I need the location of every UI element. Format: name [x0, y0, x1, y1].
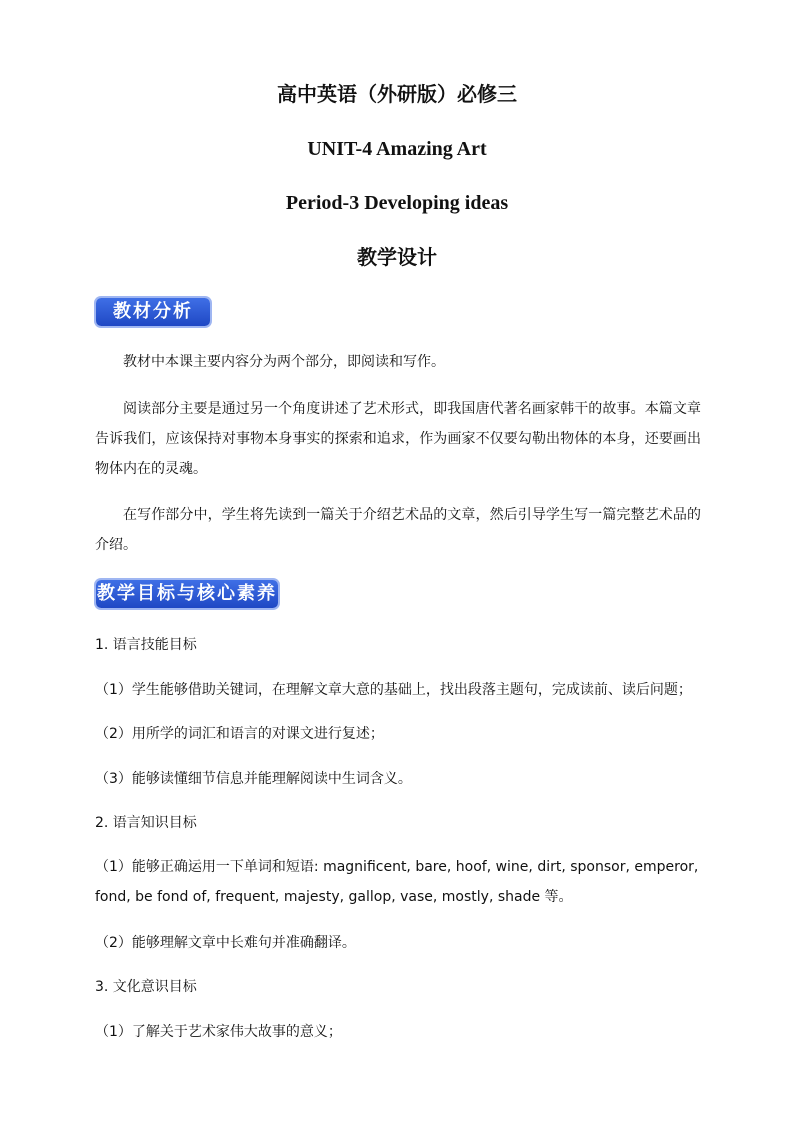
- objective-item: （2）用所学的词汇和语言的对课文进行复述；: [95, 726, 384, 742]
- analysis-paragraph: 阅读部分主要是通过另一个角度讲述了艺术形式，即我国唐代著名画家韩干的故事。本篇文章告诉我们，应该保持对事物本身事实的探索和追求，作为画家不仅要勾勒出物体的本身，还要画出物体内在的灵魂。: [95, 401, 701, 477]
- section-badge-objectives: 教学目标与核心素养: [96, 580, 278, 608]
- period-title: Period-3 Developing ideas: [285, 192, 509, 214]
- objective-heading: 3. 文化意识目标: [95, 979, 197, 995]
- objective-item: （2）能够理解文章中长难句并准确翻译。: [95, 935, 356, 951]
- objective-item: （1）学生能够借助关键词，在理解文章大意的基础上，找出段落主题句，完成读前、读后问题；: [95, 682, 692, 698]
- analysis-paragraph: 教材中本课主要内容分为两个部分，即阅读和写作。: [123, 354, 445, 370]
- doc-type-title: 教学设计: [357, 247, 437, 269]
- unit-title: UNIT-4 Amazing Art: [307, 138, 487, 160]
- objective-item: （3）能够读懂细节信息并能理解阅读中生词含义。: [95, 771, 412, 787]
- objective-item: （1）能够正确运用一下单词和短语: magnificent, bare, hoof, wine, dirt, sponsor, emperor, fond, be fond of, frequent, majesty, gallop, vase, mostly, shade 等。: [95, 859, 699, 905]
- section-badge-textbook-analysis: 教材分析: [96, 298, 210, 326]
- document-title: 高中英语（外研版）必修三: [277, 84, 517, 106]
- objective-heading: 1. 语言技能目标: [95, 637, 197, 653]
- analysis-paragraph: 在写作部分中，学生将先读到一篇关于介绍艺术品的文章，然后引导学生写一篇完整艺术品的介绍。: [95, 507, 701, 553]
- objective-item: （1）了解关于艺术家伟大故事的意义；: [95, 1024, 342, 1040]
- objective-heading: 2. 语言知识目标: [95, 815, 197, 831]
